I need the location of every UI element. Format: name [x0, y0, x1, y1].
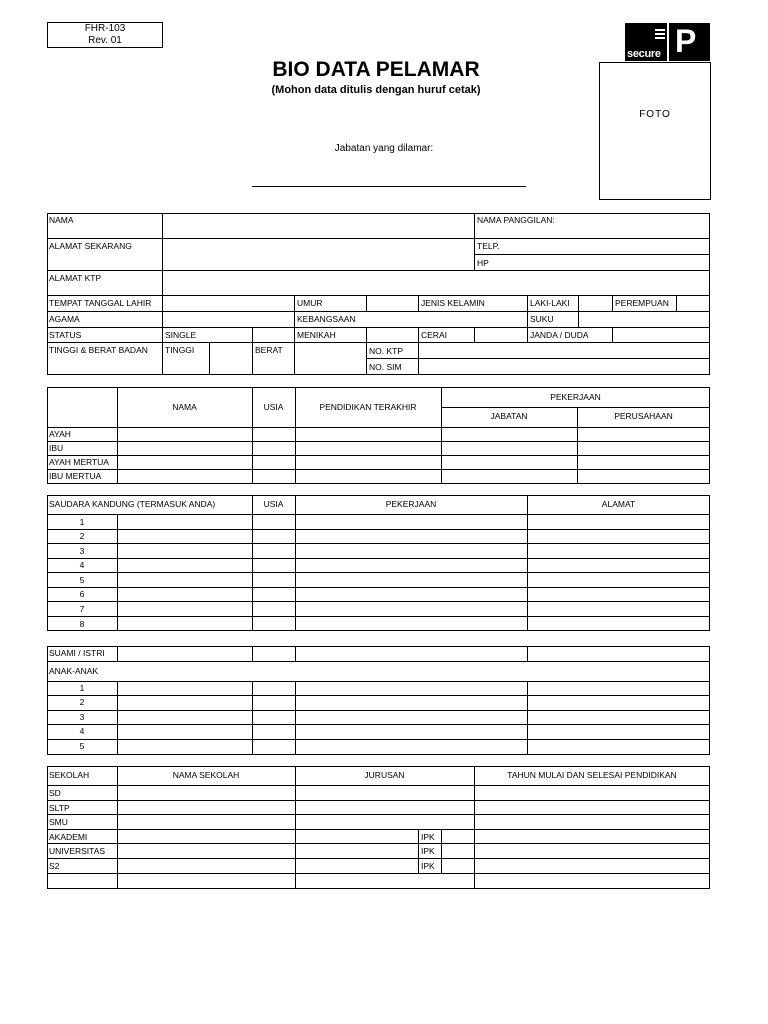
logo-letter: P: [675, 23, 697, 59]
education-col-nama: NAMA SEKOLAH: [172, 770, 240, 780]
label-berat: BERAT: [255, 345, 283, 355]
siblings-row-number: 1: [79, 517, 85, 527]
parents-row-label: AYAH: [49, 429, 71, 439]
label-status: STATUS: [49, 330, 82, 340]
parents-col-perusahaan: PERUSAHAAN: [614, 411, 673, 421]
label-telp: TELP.: [477, 241, 500, 251]
siblings-row-number: 4: [79, 560, 85, 570]
position-label: Jabatan yang dilamar:: [334, 143, 434, 154]
photo-label: FOTO: [639, 109, 671, 120]
siblings-col-alamat: ALAMAT: [601, 499, 636, 509]
siblings-row-number: 8: [79, 619, 85, 629]
education-row-label: AKADEMI: [49, 832, 88, 842]
siblings-row-number: 2: [79, 531, 85, 541]
spouse-table-border: [48, 647, 710, 755]
label-anak-anak: ANAK-ANAK: [49, 666, 99, 676]
parents-col-jabatan: JABATAN: [490, 411, 528, 421]
children-row-number: 3: [79, 712, 85, 722]
education-row-label: S2: [49, 861, 60, 871]
label-suami-istri: SUAMI / ISTRI: [49, 648, 105, 658]
siblings-row-number: 6: [79, 589, 85, 599]
label-kebangsaan: KEBANGSAAN: [297, 314, 356, 324]
label-no-sim: NO. SIM: [369, 362, 402, 372]
education-table-border: [48, 767, 710, 889]
children-row-number: 5: [79, 741, 85, 751]
label-tinggi-berat: TINGGI & BERAT BADAN: [49, 345, 148, 355]
label-umur: UMUR: [297, 298, 323, 308]
siblings-row-number: 5: [79, 575, 85, 585]
children-row-number: 4: [79, 726, 85, 736]
education-col-jurusan: JURUSAN: [364, 770, 405, 780]
label-nama: NAMA: [49, 215, 74, 225]
siblings-col-pekerjaan: PEKERJAAN: [385, 499, 437, 509]
label-laki-laki: LAKI-LAKI: [530, 298, 570, 308]
label-hp: HP: [477, 258, 489, 268]
label-ipk: IPK: [421, 846, 435, 856]
label-cerai: CERAI: [421, 330, 447, 340]
label-perempuan: PEREMPUAN: [615, 298, 669, 308]
siblings-row-number: 3: [79, 546, 85, 556]
label-ipk: IPK: [421, 861, 435, 871]
parents-row-label: IBU: [49, 443, 64, 453]
children-row-number: 1: [79, 683, 85, 693]
label-alamat-sekarang: ALAMAT SEKARANG: [49, 241, 132, 251]
label-tinggi: TINGGI: [165, 345, 195, 355]
parents-row-label: AYAH MERTUA: [49, 457, 109, 467]
page-subtitle: (Mohon data ditulis dengan huruf cetak): [271, 84, 481, 96]
label-agama: AGAMA: [49, 314, 80, 324]
siblings-col-label: SAUDARA KANDUNG (TERMASUK ANDA): [49, 499, 216, 509]
label-no-ktp: NO. KTP: [369, 346, 404, 356]
parents-col-pendidikan: PENDIDIKAN TERAKHIR: [319, 402, 417, 412]
label-jenis-kelamin: JENIS KELAMIN: [421, 298, 485, 308]
education-row-label: UNIVERSITAS: [49, 846, 106, 856]
label-ipk: IPK: [421, 832, 435, 842]
logo-word: secure: [627, 48, 661, 60]
label-alamat-ktp: ALAMAT KTP: [49, 273, 102, 283]
parents-col-pekerjaan: PEKERJAAN: [550, 392, 601, 402]
label-janda-duda: JANDA / DUDA: [530, 330, 589, 340]
label-single: SINGLE: [165, 330, 197, 340]
page-title: BIO DATA PELAMAR: [272, 58, 480, 81]
siblings-col-usia: USIA: [263, 499, 284, 509]
children-row-number: 2: [79, 697, 85, 707]
siblings-table-border: [48, 496, 710, 631]
label-menikah: MENIKAH: [297, 330, 336, 340]
siblings-row-number: 7: [79, 604, 85, 614]
parents-col-nama: NAMA: [172, 402, 197, 412]
education-col-tahun: TAHUN MULAI DAN SELESAI PENDIDIKAN: [507, 770, 677, 780]
education-col-sekolah: SEKOLAH: [49, 770, 90, 780]
label-ttl: TEMPAT TANGGAL LAHIR: [49, 298, 152, 308]
parents-col-usia: USIA: [263, 402, 284, 412]
education-row-label: SLTP: [49, 803, 70, 813]
label-suku: SUKU: [530, 314, 554, 324]
document-code: FHR-103: [84, 23, 126, 34]
document-revision: Rev. 01: [88, 35, 122, 46]
parents-row-label: IBU MERTUA: [49, 471, 102, 481]
education-row-label: SMU: [49, 817, 68, 827]
label-nama-panggilan: NAMA PANGGILAN:: [477, 215, 555, 225]
education-row-label: SD: [49, 788, 61, 798]
